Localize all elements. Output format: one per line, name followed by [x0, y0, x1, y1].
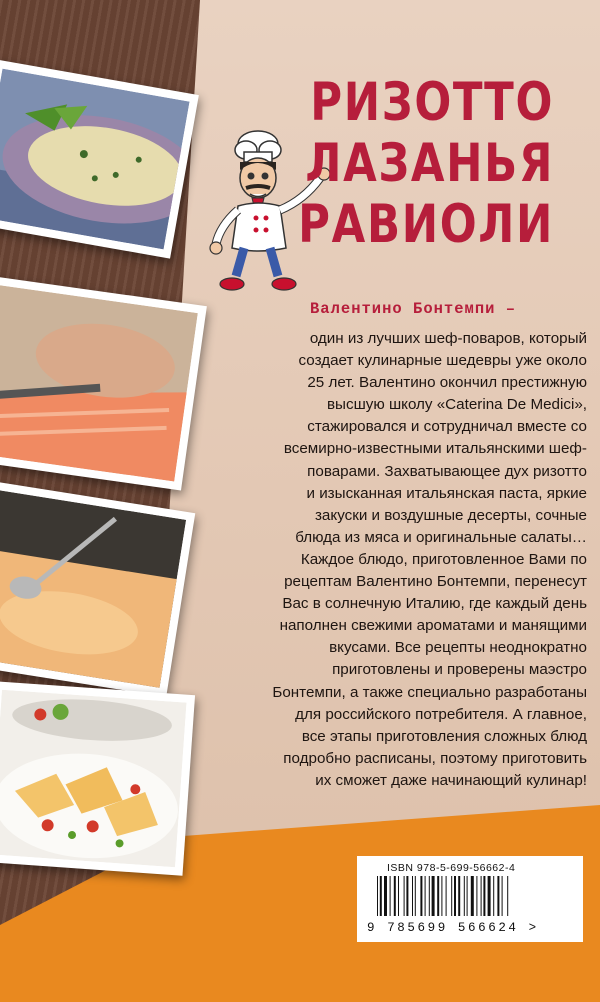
barcode-bar: [404, 876, 405, 916]
barcode-bar: [476, 876, 477, 916]
title-line-ravioli: РАВИОЛИ: [298, 194, 554, 255]
description-line: рецептам Валентино Бонтемпи, перенесут: [284, 573, 587, 591]
description-line: всемирно-известными итальянскими шеф-: [283, 440, 587, 458]
barcode-bar: [406, 876, 408, 916]
barcode-bar: [446, 876, 447, 916]
barcode-bar: [384, 876, 387, 916]
barcode-bar: [471, 876, 474, 916]
description-line: все этапы приготовления сложных блюд: [301, 727, 587, 745]
barcode-digits: 9 785699 566624 >: [367, 921, 539, 935]
description-line: Вас в солнечную Италию, где каждый день: [282, 595, 587, 613]
description-line: Каждое блюдо, приготовленное Вами по: [300, 550, 587, 568]
isbn-label: ISBN 978-5-699-56662-4: [387, 862, 516, 874]
author-heading: Валентино Бонтемпи –: [310, 300, 517, 318]
description-line: для российского потребителя. А главное,: [295, 705, 587, 723]
barcode-bar: [507, 876, 508, 916]
barcode-bar: [398, 876, 399, 916]
title-line-lasagna: ЛАЗАНЬЯ: [305, 133, 554, 194]
barcode-bar: [483, 876, 485, 916]
barcode-bar: [502, 876, 503, 916]
barcode-bar: [420, 876, 422, 916]
barcode-bar: [464, 876, 465, 916]
barcode-bar: [429, 876, 430, 916]
description-line: один из лучших шеф-поваров, который: [309, 330, 587, 347]
title-line-risotto: РИЗОТТО: [310, 72, 554, 133]
barcode-bar: [441, 876, 442, 916]
barcode-bar: [390, 876, 391, 916]
description-line: поварами. Захватывающее дух ризотто: [307, 462, 587, 480]
photo-salmon: [0, 276, 207, 491]
barcode-bar: [377, 876, 378, 916]
book-title: [298, 72, 554, 255]
photo-sauce: [0, 481, 195, 697]
photo-risotto: [0, 59, 199, 258]
barcode-bar: [488, 876, 491, 916]
description-line: 25 лет. Валентино окончил престижную: [307, 374, 587, 392]
barcode-bars: [367, 874, 573, 918]
barcode-bar: [493, 876, 494, 916]
description-line: стажировался и сотрудничал вместе со: [307, 418, 587, 436]
barcode-bar: [432, 876, 435, 916]
description: [225, 328, 587, 792]
barcode-bar: [394, 876, 396, 916]
description-line: наполнен свежими ароматами и манящими: [279, 617, 587, 635]
barcode-block: [357, 856, 583, 942]
barcode-bar: [481, 876, 482, 916]
description-line: закуски и воздушные десерты, сочные: [314, 506, 587, 524]
barcode-bar: [454, 876, 456, 916]
barcode-bar: [458, 876, 460, 916]
description-line: и изысканная итальянская паста, яркие: [306, 484, 587, 502]
description-line: высшую школу «Caterina De Medici»,: [326, 396, 587, 414]
photo-ravioli: [0, 681, 195, 876]
description-line: создает кулинарные шедевры уже около: [298, 352, 587, 370]
barcode-bar: [467, 876, 468, 916]
barcode-bar: [451, 876, 452, 916]
barcode-bar: [412, 876, 413, 916]
barcode-bar: [380, 876, 382, 916]
barcode-bar: [425, 876, 426, 916]
description-line: блюда из мяса и оригинальные салаты…: [295, 528, 587, 546]
description-line: Бонтемпи, а также специально разработаны: [272, 683, 587, 701]
description-line: их сможет даже начинающий кулинар!: [315, 771, 587, 789]
description-line: приготовлены и проверены маэстро: [332, 661, 587, 679]
barcode-bar: [497, 876, 499, 916]
barcode-bar: [437, 876, 439, 916]
description-line: вкусами. Все рецепты неоднократно: [329, 639, 587, 657]
description-line: подробно расписаны, поэтому приготовить: [283, 749, 587, 767]
barcode-bar: [415, 876, 416, 916]
